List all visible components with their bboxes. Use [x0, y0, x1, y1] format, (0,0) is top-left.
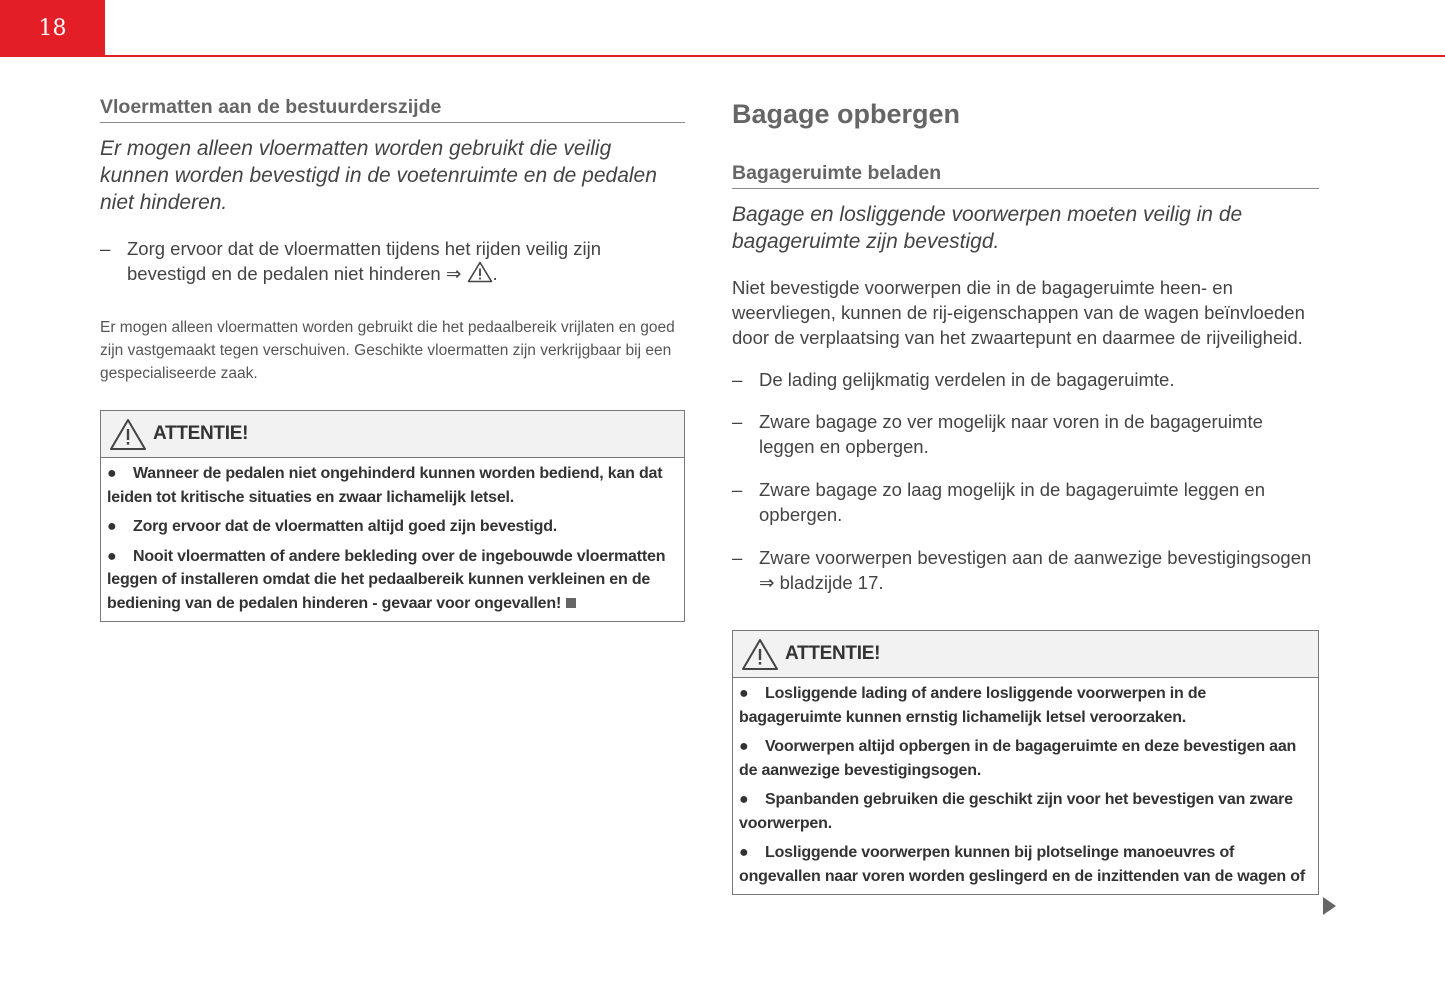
chapter-title: Bagage opbergen	[732, 99, 961, 129]
attention-item-text: Spanbanden gebruiken die geschikt zijn voor het bevestigen van zware voorwerpen.	[739, 791, 1293, 832]
attention-item-text: Wanneer de pedalen niet ongehinderd kunnen worden bediend, kan dat leiden tot kritische situaties en zwaar lichamelijk letsel.	[107, 465, 663, 506]
warning-triangle-icon	[467, 261, 493, 283]
bullet-icon: ●	[739, 844, 749, 861]
dash-marker: –	[732, 547, 743, 568]
attention-item	[739, 682, 1312, 729]
attention-item	[107, 462, 678, 509]
instruction-suffix: .	[492, 263, 498, 284]
bullet-icon: ●	[739, 791, 749, 808]
page-reference-link[interactable]: Zware voorwerpen bevestigen aan de aanwezige bevestigingsogen ⇒ bladzijde 17.	[759, 547, 1312, 593]
instruction-item	[100, 236, 685, 286]
section-title: Vloermatten aan de bestuurderszijde	[100, 96, 685, 123]
attention-body	[101, 458, 684, 621]
warning-triangle-icon	[109, 418, 147, 451]
attention-item-text: Zorg ervoor dat de vloermatten altijd goed zijn bevestigd.	[133, 518, 558, 535]
next-page-arrow-icon[interactable]	[1323, 897, 1336, 915]
page-number-text: 18	[38, 16, 67, 41]
section-title: Bagageruimte beladen	[732, 162, 1319, 189]
page-number	[0, 0, 105, 57]
dash-marker: –	[732, 411, 743, 432]
bullet-icon: ●	[739, 738, 749, 755]
attention-label: ATTENTIE!	[785, 643, 881, 664]
instruction-item	[732, 409, 1319, 459]
bullet-icon: ●	[107, 518, 117, 535]
attention-header	[101, 411, 684, 458]
attention-box	[100, 410, 685, 622]
attention-body	[733, 678, 1318, 894]
instruction-item	[732, 367, 1319, 392]
dash-marker: –	[732, 479, 743, 500]
left-column	[100, 96, 685, 622]
bullet-icon: ●	[739, 685, 749, 702]
instruction-text: Zorg ervoor dat de vloermatten tijdens het rijden veilig zijn bevestigd en de pedalen niet hinderen ⇒	[127, 238, 602, 284]
instruction-text: Zware bagage zo ver mogelijk naar voren in de bagageruimte leggen en opbergen.	[759, 411, 1263, 457]
instruction-text: Zware bagage zo laag mogelijk in de bagageruimte leggen en opbergen.	[759, 479, 1266, 525]
attention-item	[739, 788, 1312, 835]
instruction-text: De lading gelijkmatig verdelen in de bagageruimte.	[759, 369, 1175, 390]
body-text: Niet bevestigde voorwerpen die in de bagageruimte heen- en weervliegen, kunnen de rij-eigenschappen van de wagen beïnvloeden door de verplaatsing van het zwaartepunt en daarmee de rijveiligheid.	[732, 277, 1305, 348]
instruction-item	[732, 477, 1319, 527]
intro-text: Bagage en losliggende voorwerpen moeten veilig in de bagageruimte zijn bevestigd.	[732, 203, 1243, 253]
dash-marker: –	[100, 238, 111, 259]
attention-item	[739, 841, 1312, 888]
note-text: Er mogen alleen vloermatten worden gebruikt die het pedaalbereik vrijlaten en goed zijn vastgemaakt tegen verschuiven. Geschikte vloermatten zijn verkrijgbaar bij een gespecialiseerde zaak.	[100, 319, 675, 382]
attention-label: ATTENTIE!	[153, 423, 249, 444]
attention-item	[107, 515, 678, 539]
bullet-icon: ●	[107, 465, 117, 482]
attention-item-text: Nooit vloermatten of andere bekleding over de ingebouwde vloermatten leggen of installeren omdat die het pedaalbereik kunnen verkleinen en de bediening van de pedalen hinderen - gevaar voor ongevallen!	[107, 547, 666, 612]
header-rule	[105, 55, 1445, 57]
instruction-item	[732, 545, 1319, 595]
instruction-content	[127, 236, 685, 286]
attention-header	[733, 631, 1318, 678]
dash-marker: –	[732, 369, 743, 390]
warning-triangle-icon	[741, 638, 779, 671]
attention-item-text: Voorwerpen altijd opbergen in de bagageruimte en deze bevestigen aan de aanwezige bevestigingsogen.	[739, 738, 1297, 779]
bullet-icon: ●	[107, 547, 117, 565]
right-column	[732, 96, 1319, 895]
attention-box	[732, 630, 1319, 895]
attention-item	[739, 735, 1312, 782]
attention-item-text: Losliggende lading of andere losliggende voorwerpen in de bagageruimte kunnen ernstig lichamelijk letsel veroorzaken.	[739, 685, 1207, 726]
attention-item-text: Losliggende voorwerpen kunnen bij plotselinge manoeuvres of ongevallen naar voren worden geslingerd en de inzittenden van de wagen of	[739, 844, 1305, 885]
intro-text: Er mogen alleen vloermatten worden gebruikt die veilig kunnen worden bevestigd in de voetenruimte en de pedalen niet hinderen.	[100, 137, 657, 214]
end-of-section-icon	[566, 598, 576, 608]
attention-item	[107, 545, 678, 616]
